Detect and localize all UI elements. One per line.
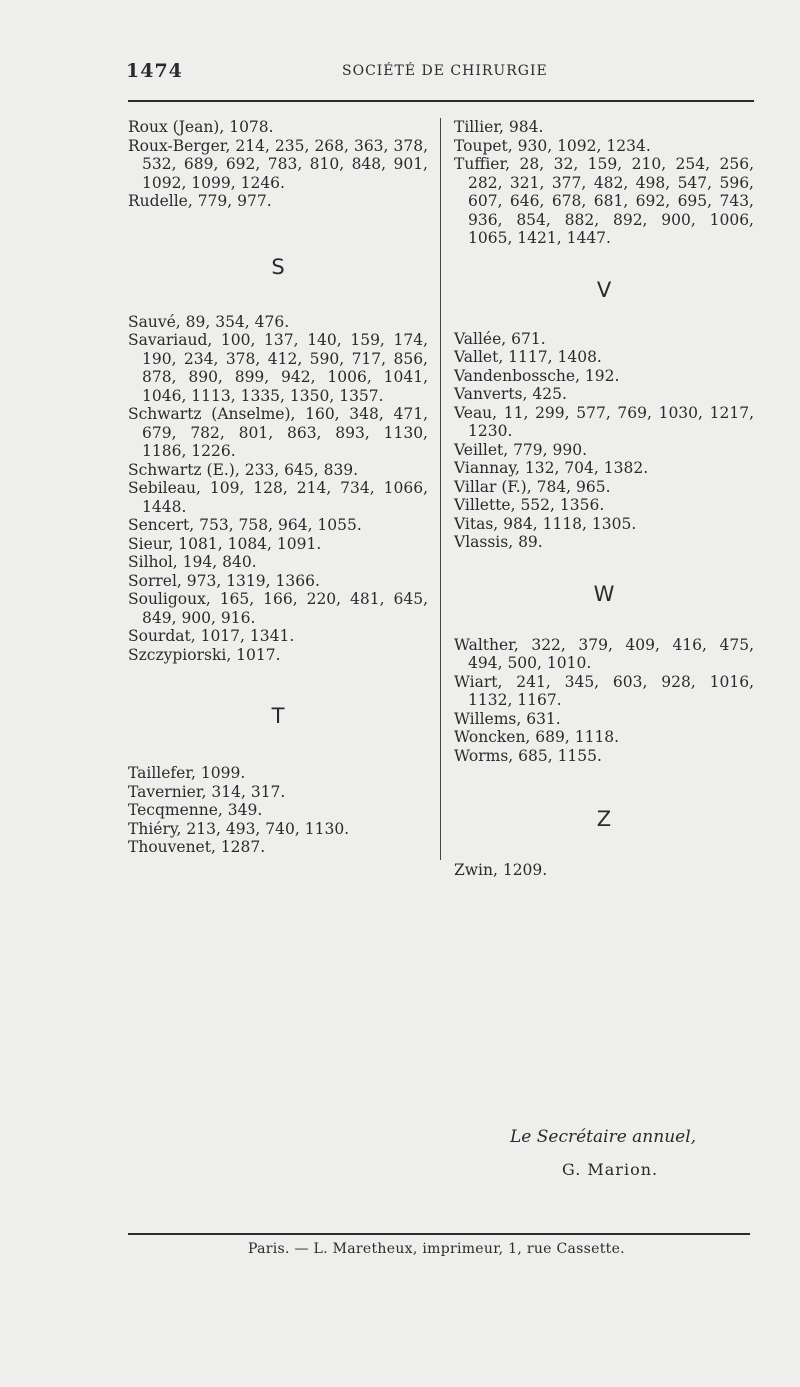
index-entry: Tecqmenne, 349. [128, 801, 263, 819]
index-entry: Szczypiorski, 1017. [128, 645, 281, 664]
index-entry: Roux-Berger, 214, 235, 268, 363, 378, 532, 689, 692, 783, 810, 848, 901, 1092, 1099, 1246. [128, 136, 428, 192]
index-entry: Vallée, 671. [454, 329, 546, 348]
index-entry: Thiéry, 213, 493, 740, 1130. [128, 819, 350, 838]
index-entry: Souligoux, 165, 166, 220, 481, 645, 849, 900, 916. [128, 590, 428, 627]
index-entry: Viannay, 132, 704, 1382. [454, 459, 649, 477]
index-entry: Toupet, 930, 1092, 1234. [454, 136, 651, 155]
index-entry: Vitas, 984, 1118, 1305. [454, 514, 637, 533]
r-entries [128, 118, 428, 211]
index-entry: Roux (Jean), 1078. [128, 118, 274, 136]
index-entry: Rudelle, 779, 977. [128, 192, 272, 210]
v-entries [454, 330, 754, 552]
index-entry: Tavernier, 314, 317. [128, 782, 286, 801]
index-entry: Tillier, 984. [454, 118, 544, 136]
index-entry: Veau, 11, 299, 577, 769, 1030, 1217, 1230. [454, 403, 754, 440]
index-entry: Vlassis, 89. [454, 533, 543, 551]
index-entry: Sorrel, 973, 1319, 1366. [128, 571, 320, 590]
index-column-left [128, 118, 428, 857]
index-entry: Silhol, 194, 840. [128, 553, 257, 571]
section-letter-v: V [596, 277, 612, 302]
index-entry: Villar (F.), 784, 965. [454, 477, 611, 496]
index-entry: Tuffier, 28, 32, 159, 210, 254, 256, 282, 321, 377, 482, 498, 547, 596, 607, 646, 678, 681, 692, 695, 743, 936, 854, 882, 892, 900, 1006, 1065, 1421, 1447. [454, 155, 754, 247]
index-entry: Willems, 631. [454, 709, 561, 728]
page-number: 1474 [126, 60, 183, 82]
index-entry: Worms, 685, 1155. [454, 746, 602, 765]
section-letter-w: W [593, 581, 615, 606]
index-entry: Vallet, 1117, 1408. [454, 348, 602, 366]
section-letter-s: S [271, 254, 285, 279]
signature-title: Le Secrétaire annuel, [510, 1127, 697, 1147]
index-entry: Villette, 552, 1356. [454, 496, 605, 514]
column-divider [440, 118, 441, 860]
index-entry: Wiart, 241, 345, 603, 928, 1016, 1132, 1167. [454, 672, 754, 709]
printer-imprint: Paris. — L. Maretheux, imprimeur, 1, rue Cassette. [248, 1241, 625, 1257]
signature-name: G. Marion. [562, 1160, 659, 1179]
index-entry: Zwin, 1209. [454, 861, 548, 879]
index-entry: Sebileau, 109, 128, 214, 734, 1066, 1448. [128, 479, 428, 516]
index-entry: Sourdat, 1017, 1341. [128, 627, 295, 645]
index-entry: Woncken, 689, 1118. [454, 728, 620, 746]
index-entry: Thouvenet, 1287. [128, 838, 266, 856]
running-header-title: SOCIÉTÉ DE CHIRURGIE [342, 63, 548, 79]
index-entry: Veillet, 779, 990. [454, 440, 588, 459]
index-entry: Walther, 322, 379, 409, 416, 475, 494, 500, 1010. [454, 635, 754, 672]
index-entry: Schwartz (E.), 233, 645, 839. [128, 460, 359, 479]
index-entry: Sieur, 1081, 1084, 1091. [128, 534, 322, 553]
index-entry: Sauvé, 89, 354, 476. [128, 312, 290, 331]
t-entries-right [454, 118, 754, 248]
section-letter-z: Z [596, 807, 612, 831]
header-rule [128, 100, 754, 102]
index-column-right [454, 118, 754, 880]
index-entry: Taillefer, 1099. [128, 764, 246, 782]
z-entries [454, 861, 754, 880]
t-entries-left [128, 764, 428, 857]
section-letter-t: T [271, 704, 285, 728]
s-entries [128, 313, 428, 665]
index-entry: Savariaud, 100, 137, 140, 159, 174, 190, 234, 378, 412, 590, 717, 856, 878, 890, 899, 942, 1006, 1041, 1046, 1113, 1335, 1350, 1357. [128, 331, 428, 405]
w-entries [454, 636, 754, 766]
index-entry: Sencert, 753, 758, 964, 1055. [128, 516, 362, 534]
footer-rule [128, 1233, 750, 1235]
index-entry: Vanverts, 425. [454, 385, 567, 403]
index-entry: Schwartz (Anselme), 160, 348, 471, 679, 782, 801, 863, 893, 1130, 1186, 1226. [128, 405, 428, 460]
index-entry: Vandenbossche, 192. [454, 366, 620, 385]
